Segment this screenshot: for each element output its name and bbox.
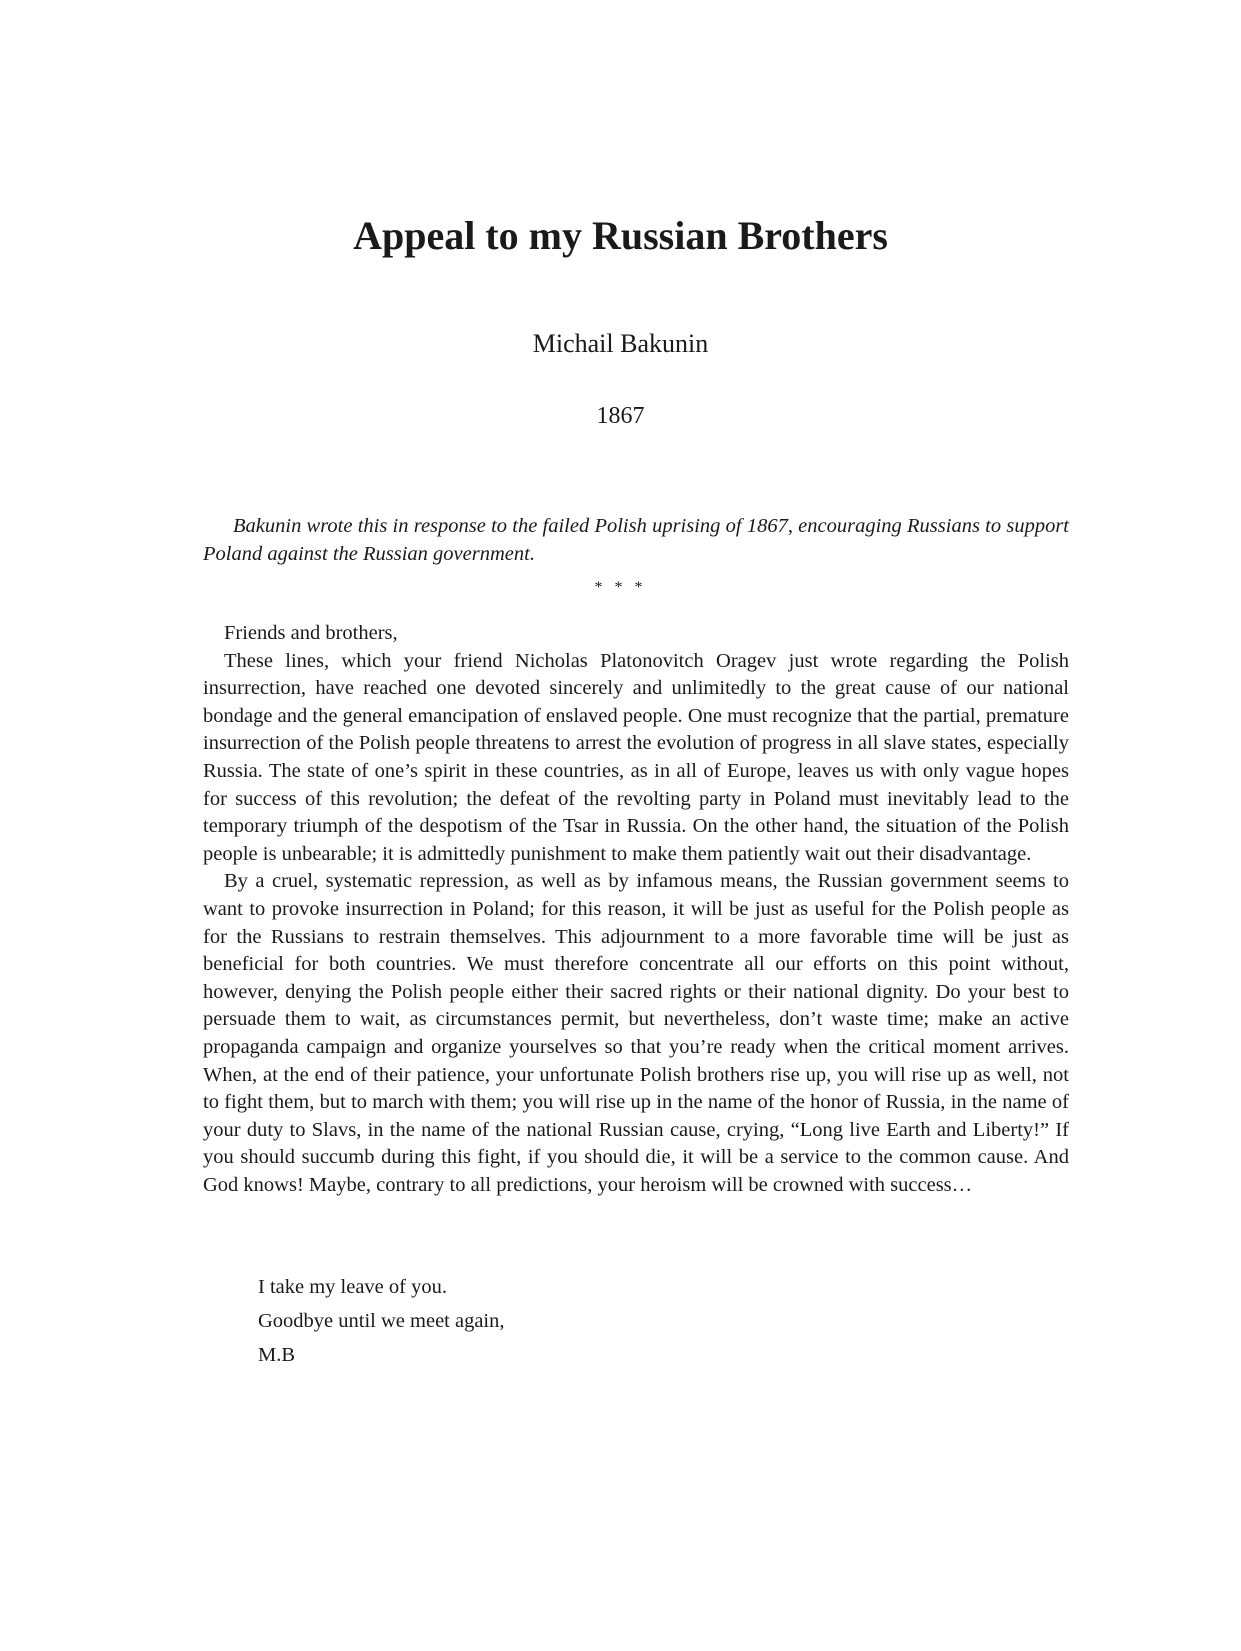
body-paragraph: These lines, which your friend Nicholas Platonovitch Oragev just wrote regarding the Polish insurrection, have reached one devoted sincerely and unlimitedly to the great cause of our national bondage and the general emancipation of enslaved people. One must recognize that the partial, premature insurrection of the Polish people threatens to arrest the evolution of progress in all slave states, especially Russia. The state of one’s spirit in these countries, as in all of Europe, leaves us with only vague hopes for success of this revolution; the defeat of the revolting party in Poland must inevitably lead to the temporary triumph of the despotism of the Tsar in Russia. On the other hand, the situation of the Polish people is unbearable; it is admittedly punishment to make them patiently wait out their disadvantage.	[203, 649, 1069, 865]
abstract: Bakunin wrote this in response to the failed Polish uprising of 1867, encouraging Russians to support Poland against the Russian government.	[203, 515, 1069, 565]
closing-line: Goodbye until we meet again,	[258, 1310, 505, 1332]
closing-block	[258, 1270, 858, 1372]
section-separator: * * *	[594, 579, 647, 596]
salutation-paragraph: Friends and brothers,	[224, 622, 398, 644]
page-title: Appeal to my Russian Brothers	[353, 213, 888, 258]
body-text	[203, 620, 1069, 1199]
signature: M.B	[258, 1344, 296, 1366]
closing-line: I take my leave of you.	[258, 1276, 447, 1298]
publication-date: 1867	[596, 403, 645, 429]
author-name: Michail Bakunin	[532, 329, 709, 358]
body-paragraph: By a cruel, systematic repression, as well as by infamous means, the Russian government seems to want to provoke insurrection in Poland; for this reason, it will be just as useful for the Polish people as for the Russians to restrain themselves. This adjournment to a more favorable time will be just as beneficial for both countries. We must therefore concentrate all our efforts on this point without, however, denying the Polish people either their sacred rights or their national dignity. Do your best to persuade them to wait, as circumstances permit, but nevertheless, don’t waste time; make an active propaganda campaign and organize yourselves so that you’re ready when the critical moment arrives. When, at the end of their patience, your unfortunate Polish brothers rise up, you will rise up as well, not to fight them, but to march with them; you will rise up in the name of the honor of Russia, in the name of your duty to Slavs, in the name of the national Russian cause, crying, “Long live Earth and Liberty!” If you should succumb during this fight, if you should die, it will be a service to the common cause. And God knows! Maybe, contrary to all predictions, your heroism will be crowned with success…	[203, 870, 1069, 1196]
